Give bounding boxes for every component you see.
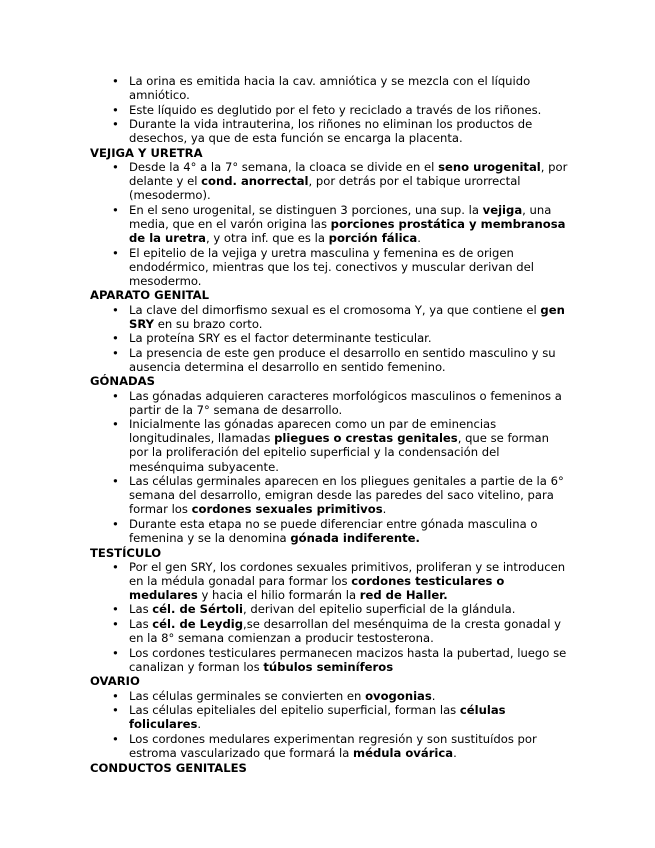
text-run: , una media, que en el varón origina las	[129, 202, 552, 231]
bold-text: cél. de Leydig	[152, 617, 244, 632]
bold-text: cordones sexuales primitivos	[191, 502, 383, 517]
bullet-icon: •	[112, 617, 119, 632]
text-run: Durante la vida intrauterina, los riñones no eliminan los productos de desechos, ya que de esta función se encarga la placenta.	[129, 117, 533, 146]
bold-text: seno urogenital	[438, 160, 541, 175]
list-item	[90, 617, 568, 645]
section-heading: GÓNADAS	[90, 374, 155, 389]
bullet-list	[90, 303, 568, 374]
bold-text: pliegues o crestas genitales	[274, 431, 458, 446]
text-run: ,se desarrollan del mesénquima de la cresta gonadal y en la 8° semana comienzan a producir testosterona.	[129, 617, 562, 646]
list-item	[90, 703, 568, 731]
bullet-icon: •	[112, 302, 119, 317]
text-run: , por detrás por el tabique urorrectal (mesodermo).	[129, 174, 521, 203]
text-run: Los cordones medulares experimentan regresión y son sustituídos por estroma vascularizado que formará la	[129, 731, 537, 760]
bullet-list	[90, 560, 568, 674]
list-item	[90, 560, 568, 602]
bold-text: médula ovárica	[353, 745, 454, 760]
text-run: Las	[129, 617, 153, 632]
bold-text: vejiga	[482, 202, 523, 217]
bullet-icon: •	[112, 516, 119, 531]
bullet-icon: •	[112, 74, 119, 88]
text-run: , por delante y el	[129, 160, 568, 189]
bullet-icon: •	[112, 331, 119, 346]
list-item	[90, 389, 568, 417]
list-item	[90, 689, 568, 703]
text-run: .	[453, 745, 457, 760]
text-run: Desde la 4° a la 7° semana, la cloaca se divide en el	[129, 160, 439, 175]
bullet-icon: •	[112, 688, 119, 703]
text-run: Las	[129, 602, 153, 617]
text-run: en su brazo corto.	[154, 316, 263, 331]
section-heading: VEJIGA Y URETRA	[90, 145, 203, 160]
list-item	[90, 602, 568, 616]
text-run: Las células germinales se convierten en	[129, 688, 366, 703]
text-run: En el seno urogenital, se distinguen 3 porciones, una sup. la	[129, 202, 483, 217]
text-run: Las células germinales aparecen en los pliegues genitales a partie de la 6° semana del desarrollo, emigran desde las paredes del saco vitelino, para formar los	[129, 474, 564, 517]
list-item	[90, 160, 568, 202]
text-run: Este líquido es deglutido por el feto y reciclado a través de los riñones.	[129, 102, 542, 117]
text-run: , y otra inf. que es la	[205, 231, 329, 246]
section-heading: CONDUCTOS GENITALES	[90, 760, 247, 775]
text-run: Por el gen SRY, los cordones sexuales primitivos, proliferan y se introducen en la médula gonadal para formar los	[129, 559, 566, 588]
bullet-icon: •	[112, 417, 119, 432]
bold-text: porciones prostática y membranosa de la uretra	[129, 216, 566, 246]
bullet-icon: •	[112, 731, 119, 746]
text-run: Los cordones testiculares permanecen macizos hasta la pubertad, luego se canalizan y forman los	[129, 645, 567, 674]
bullet-icon: •	[112, 703, 119, 718]
text-run: .	[382, 502, 387, 517]
bullet-icon: •	[112, 602, 119, 617]
list-item	[90, 103, 568, 117]
text-run: El epitelio de la vejiga y uretra masculina y femenina es de origen endodérmico, mientras que los tej. conectivos y muscular derivan del mesodermo.	[129, 245, 535, 288]
bold-text: cond. anorrectal	[201, 174, 309, 189]
bullet-icon: •	[112, 102, 119, 117]
list-item	[90, 417, 568, 473]
list-item	[90, 646, 568, 674]
bullet-icon: •	[112, 474, 119, 489]
bold-text: ovogonias	[365, 688, 432, 703]
bold-text: red de Haller.	[359, 587, 448, 602]
section-heading: APARATO GENITAL	[90, 288, 209, 303]
text-run: .	[197, 717, 202, 732]
bullet-icon: •	[112, 645, 119, 660]
bullet-list	[90, 160, 568, 288]
bold-text: cordones testiculares o medulares	[129, 573, 505, 602]
list-item	[90, 346, 568, 374]
list-item	[90, 331, 568, 345]
bullet-icon: •	[112, 245, 119, 260]
section-heading: TESTÍCULO	[90, 545, 162, 560]
bullet-icon: •	[112, 160, 119, 175]
text-run: , que se forman por la proliferación del epitelio superficial y la condensación del mesénquima subyacente.	[129, 431, 549, 474]
bullet-list	[90, 389, 568, 546]
text-run: La clave del dimorfismo sexual es el cromosoma Y, ya que contiene el	[129, 302, 541, 317]
document-body	[90, 74, 568, 775]
text-run: La orina es emitida hacia la cav. amniótica y se mezcla con el líquido amniótico.	[129, 74, 531, 103]
bold-text: cél. de Sértoli	[152, 602, 244, 617]
bold-text: gónada indiferente.	[290, 531, 420, 545]
bold-text: porción fálica	[328, 231, 418, 246]
bullet-list	[90, 74, 568, 145]
text-run: .	[417, 231, 421, 246]
bullet-icon: •	[112, 202, 119, 217]
list-item	[90, 117, 568, 145]
bullet-list	[90, 689, 568, 760]
list-item	[90, 303, 568, 331]
bullet-icon: •	[112, 559, 119, 574]
list-item	[90, 732, 568, 760]
section-heading: OVARIO	[90, 674, 140, 689]
bullet-icon: •	[112, 117, 119, 132]
text-run: La presencia de este gen produce el desarrollo en sentido masculino y su ausencia determina el desarrollo en sentido femenino.	[129, 345, 556, 374]
text-run: y hacia el hilio formarán la	[197, 587, 360, 602]
text-run: Inicialmente las gónadas aparecen como un par de eminencias longitudinales, llamadas	[129, 417, 497, 446]
list-item	[90, 474, 568, 516]
text-run: .	[431, 688, 436, 703]
list-item	[90, 246, 568, 288]
text-run: , derivan del epitelio superficial de la glándula.	[243, 602, 516, 617]
bold-text: túbulos seminíferos	[263, 659, 394, 674]
text-run: Las células epiteliales del epitelio superficial, forman las	[129, 703, 460, 718]
bold-text: células foliculares	[129, 703, 506, 732]
list-item	[90, 203, 568, 245]
bullet-icon: •	[112, 345, 119, 360]
bullet-icon: •	[112, 388, 119, 403]
list-item	[90, 517, 568, 545]
list-item	[90, 74, 568, 102]
text-run: La proteína SRY es el factor determinante testicular.	[129, 331, 432, 346]
bold-text: gen SRY	[129, 302, 565, 331]
text-run: Durante esta etapa no se puede diferenciar entre gónada masculina o femenina y se la denomina	[129, 516, 538, 545]
text-run: Las gónadas adquieren caracteres morfológicos masculinos o femeninos a partir de la 7° semana de desarrollo.	[129, 388, 562, 417]
